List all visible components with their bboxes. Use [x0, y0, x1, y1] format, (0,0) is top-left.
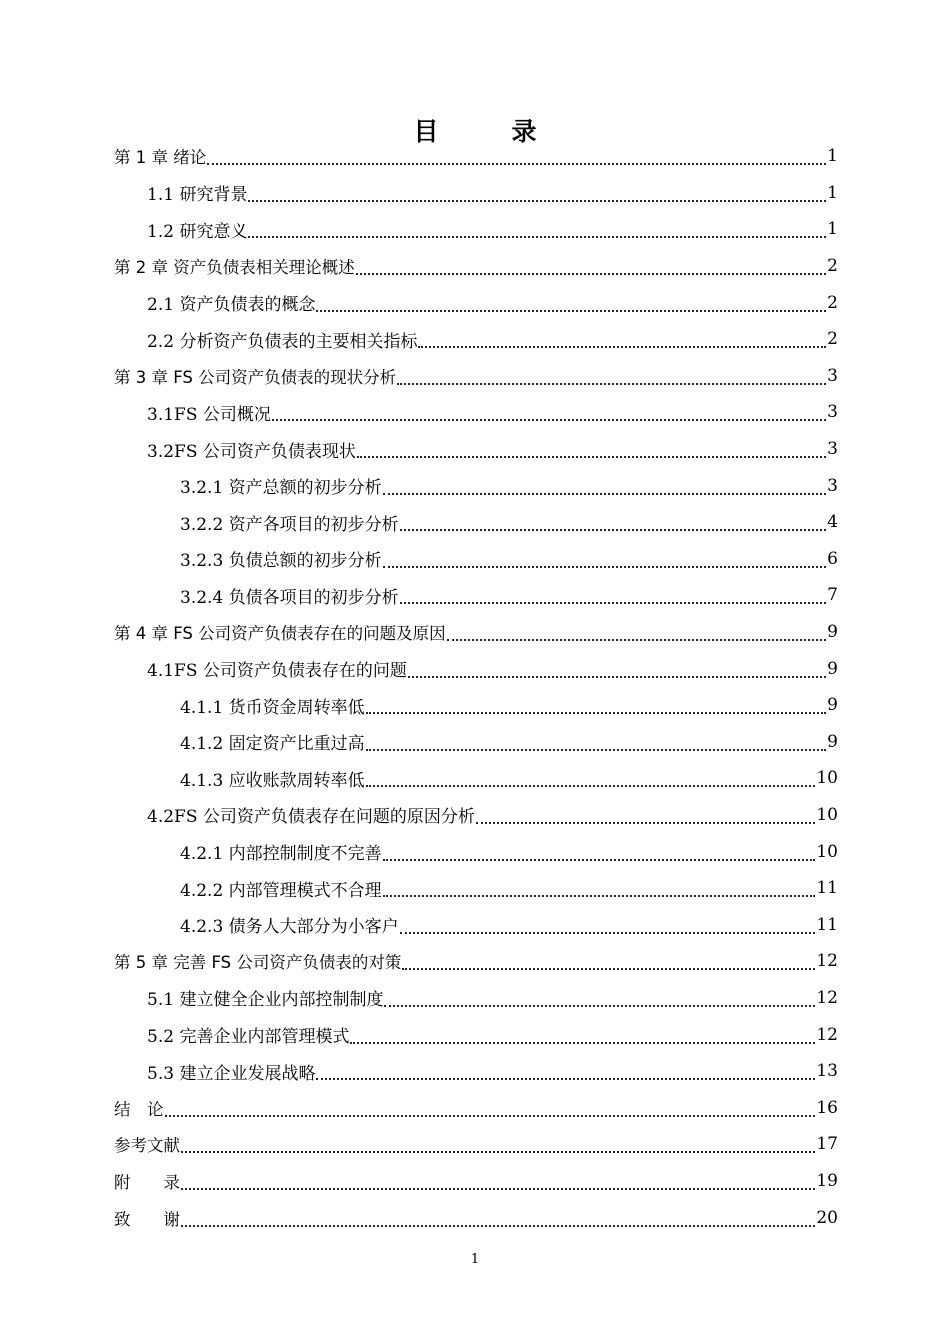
toc-entry-page-number: 19: [816, 1170, 838, 1191]
toc-entry[interactable]: [114, 687, 838, 724]
toc-entry[interactable]: [114, 504, 838, 541]
toc-entry-title: 4.1.2 固定资产比重过高: [180, 734, 365, 755]
toc-entry[interactable]: [114, 1199, 838, 1236]
toc-entry[interactable]: [114, 358, 838, 395]
dot-leader: [207, 149, 826, 165]
toc-entry[interactable]: [114, 394, 838, 431]
toc-entry-title: 结 论: [114, 1099, 164, 1119]
toc-entry[interactable]: [114, 321, 838, 358]
toc-entry-title: 3.2.4 负债各项目的初步分析: [180, 587, 399, 608]
page-number: 1: [470, 1252, 480, 1267]
toc-entry-page-number: 2: [827, 329, 838, 350]
dot-leader: [350, 1028, 815, 1044]
toc-entry[interactable]: [114, 797, 838, 834]
toc-entry-page-number: 12: [816, 987, 838, 1008]
dot-leader: [408, 662, 826, 678]
toc-entry-title: 第 3 章 FS 公司资产负债表的现状分析: [114, 367, 397, 387]
toc-entry-title: 第 4 章 FS 公司资产负债表存在的问题及原因: [114, 624, 446, 644]
toc-entry[interactable]: [114, 980, 838, 1017]
toc-entry-title: 4.1.1 货币资金周转率低: [180, 697, 365, 718]
toc-entry-page-number: 1: [827, 146, 838, 167]
toc-entry-page-number: 11: [816, 878, 838, 899]
toc-entry[interactable]: [114, 467, 838, 504]
toc-entry-title: 第 2 章 资产负债表相关理论概述: [114, 258, 355, 278]
toc-entry[interactable]: [114, 1016, 838, 1053]
toc-entry-title: 5.2 完善企业内部管理模式: [147, 1027, 350, 1048]
dot-leader: [476, 808, 815, 824]
dot-leader: [316, 296, 826, 312]
toc-entry-title: 2.1 资产负债表的概念: [147, 295, 316, 316]
dot-leader: [383, 881, 816, 897]
toc-entry-page-number: 9: [827, 658, 838, 679]
page-title: 目 录: [413, 116, 561, 146]
toc-entry[interactable]: [114, 870, 838, 907]
toc-entry[interactable]: [114, 650, 838, 687]
toc-entry-page-number: 12: [816, 951, 838, 972]
toc-entry-page-number: 3: [827, 439, 838, 460]
dot-leader: [383, 552, 827, 568]
dot-leader: [400, 588, 827, 604]
dot-leader: [356, 259, 826, 275]
toc-entry-title: 5.3 建立企业发展战略: [147, 1063, 316, 1084]
toc-entry[interactable]: [114, 577, 838, 614]
toc-entry-title: 附 录: [114, 1172, 180, 1192]
toc-entry-page-number: 7: [827, 585, 838, 606]
toc-entry-title: 4.2.3 债务人大部分为小客户: [180, 917, 399, 938]
dot-leader: [400, 515, 827, 531]
toc-entry-page-number: 13: [816, 1061, 838, 1082]
toc-entry-page-number: 3: [827, 365, 838, 386]
toc-entry-title: 2.2 分析资产负债表的主要相关指标: [147, 331, 418, 352]
toc-entry-page-number: 11: [816, 914, 838, 935]
toc-entry-page-number: 3: [827, 402, 838, 423]
toc-entry-title: 第 5 章 完善 FS 公司资产负债表的对策: [114, 953, 402, 973]
dot-leader: [316, 1064, 815, 1080]
dot-leader: [400, 918, 816, 934]
toc-entry-page-number: 1: [827, 219, 838, 240]
toc-entry-title: 1.1 研究背景: [147, 185, 248, 206]
toc-entry[interactable]: [114, 431, 838, 468]
toc-entry-title: 4.2.2 内部管理模式不合理: [180, 880, 382, 901]
toc-entry-title: 5.1 建立健全企业内部控制制度: [147, 990, 384, 1011]
toc-entry[interactable]: [114, 833, 838, 870]
toc-entry[interactable]: [114, 1126, 838, 1163]
toc-entry-page-number: 9: [827, 695, 838, 716]
toc-entry[interactable]: [114, 906, 838, 943]
toc-entry-page-number: 20: [816, 1207, 838, 1228]
dot-leader: [366, 698, 827, 714]
toc-entry-title: 3.2FS 公司资产负债表现状: [147, 441, 356, 462]
toc-entry-page-number: 10: [816, 768, 838, 789]
table-of-contents: [114, 138, 838, 1236]
toc-entry-title: 参考文献: [114, 1136, 180, 1156]
toc-entry-page-number: 12: [816, 1024, 838, 1045]
dot-leader: [418, 332, 826, 348]
toc-entry-page-number: 10: [816, 804, 838, 825]
toc-entry-title: 3.2.3 负债总额的初步分析: [180, 551, 382, 572]
toc-entry-title: 1.2 研究意义: [147, 221, 248, 242]
toc-entry-page-number: 3: [827, 475, 838, 496]
toc-entry-title: 4.1FS 公司资产负债表存在的问题: [147, 661, 407, 682]
toc-entry-page-number: 4: [827, 512, 838, 533]
toc-entry[interactable]: [114, 211, 838, 248]
toc-entry-title: 4.2.1 内部控制制度不完善: [180, 844, 382, 865]
dot-leader: [357, 442, 826, 458]
toc-entry-page-number: 10: [816, 841, 838, 862]
toc-entry[interactable]: [114, 248, 838, 285]
toc-entry-title: 3.1FS 公司概况: [147, 404, 271, 425]
toc-entry-page-number: 2: [827, 292, 838, 313]
dot-leader: [402, 954, 815, 970]
dot-leader: [447, 625, 827, 641]
toc-entry-page-number: 17: [816, 1134, 838, 1155]
dot-leader: [181, 1174, 815, 1190]
toc-entry-page-number: 9: [827, 622, 838, 643]
toc-entry-page-number: 1: [827, 182, 838, 203]
dot-leader: [181, 1137, 815, 1153]
toc-entry-title: 3.2.2 资产各项目的初步分析: [180, 514, 399, 535]
toc-entry-title: 3.2.1 资产总额的初步分析: [180, 478, 382, 499]
toc-entry-title: 4.2FS 公司资产负债表存在问题的原因分析: [147, 807, 475, 828]
dot-leader: [366, 735, 827, 751]
toc-entry-page-number: 6: [827, 548, 838, 569]
toc-entry-page-number: 2: [827, 256, 838, 277]
toc-entry-title: 第 1 章 绪论: [114, 148, 207, 168]
dot-leader: [272, 405, 826, 421]
toc-entry-title: 4.1.3 应收账款周转率低: [180, 770, 365, 791]
dot-leader: [384, 991, 815, 1007]
toc-entry-page-number: 16: [816, 1097, 838, 1118]
toc-entry[interactable]: [114, 175, 838, 212]
toc-entry[interactable]: [114, 760, 838, 797]
dot-leader: [181, 1211, 815, 1227]
toc-entry[interactable]: [114, 1163, 838, 1200]
dot-leader: [248, 186, 826, 202]
toc-entry-title: 致 谢: [114, 1209, 180, 1229]
dot-leader: [248, 222, 826, 238]
toc-entry[interactable]: [114, 1053, 838, 1090]
toc-entry[interactable]: [114, 284, 838, 321]
dot-leader: [383, 845, 816, 861]
toc-entry[interactable]: [114, 724, 838, 761]
toc-entry[interactable]: [114, 138, 838, 175]
toc-entry[interactable]: [114, 614, 838, 651]
toc-entry[interactable]: [114, 943, 838, 980]
dot-leader: [383, 479, 827, 495]
toc-entry[interactable]: [114, 541, 838, 578]
toc-entry[interactable]: [114, 1089, 838, 1126]
dot-leader: [366, 771, 816, 787]
dot-leader: [165, 1101, 816, 1117]
dot-leader: [397, 369, 826, 385]
toc-entry-page-number: 9: [827, 731, 838, 752]
